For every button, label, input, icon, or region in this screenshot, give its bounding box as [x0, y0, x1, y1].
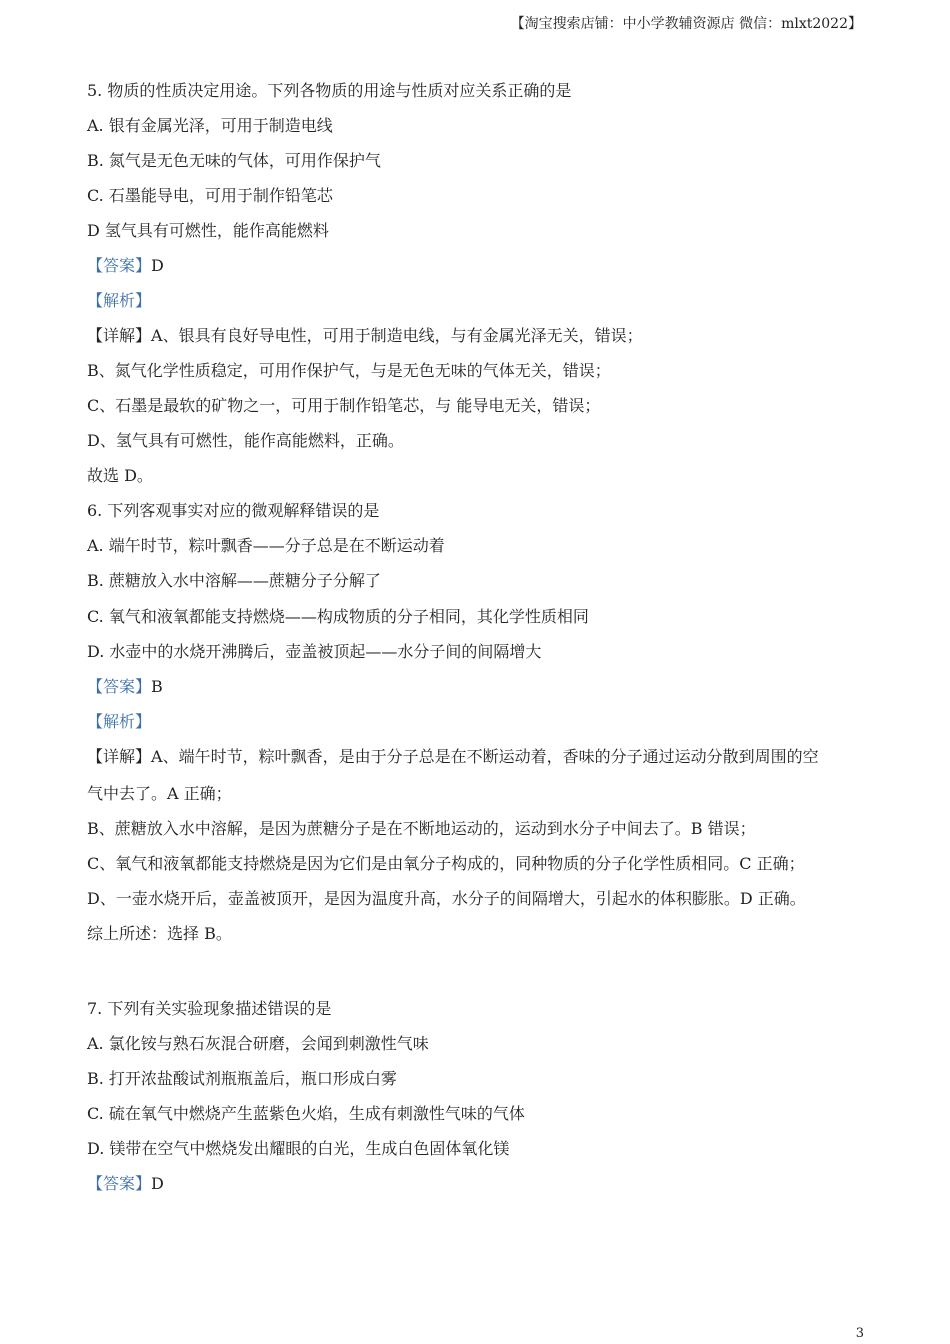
q6-conclusion: 综上所述：选择 B。: [87, 924, 232, 943]
q6-option-d: D. 水壶中的水烧开沸腾后，壶盖被顶起——水分子间的间隔增大: [87, 642, 542, 661]
q7-option-a: A. 氯化铵与熟石灰混合研磨，会闻到刺激性气味: [87, 1034, 429, 1053]
q5-option-a: A. 银有金属光泽，可用于制造电线: [87, 116, 333, 135]
q5-detail-c: C、石墨是最软的矿物之一，可用于制作铅笔芯，与 能导电无关，错误；: [87, 396, 601, 415]
q5-conclusion: 故选 D。: [87, 466, 153, 485]
q6-detail-c: C、氧气和液氧都能支持燃烧是因为它们是由氧分子构成的，同种物质的分子化学性质相同。C 正确；: [87, 854, 805, 873]
q7-option-d: D. 镁带在空气中燃烧发出耀眼的白光，生成白色固体氧化镁: [87, 1139, 510, 1158]
q6-option-c: C. 氧气和液氧都能支持燃烧——构成物质的分子相同，其化学性质相同: [87, 607, 589, 626]
q6-answer-value: B: [151, 677, 163, 696]
q6-answer: [87, 677, 163, 697]
q5-option-b: B. 氮气是无色无味的气体，可用作保护气: [87, 151, 381, 170]
q6-option-a: A. 端午时节，粽叶飘香——分子总是在不断运动着: [87, 536, 445, 555]
q6-detail-a-cont: 气中去了。A 正确；: [87, 784, 232, 803]
q7-answer-value: D: [151, 1174, 164, 1193]
q7-stem: 7. 下列有关实验现象描述错误的是: [87, 999, 332, 1018]
q6-stem: 6. 下列客观事实对应的微观解释错误的是: [87, 501, 380, 520]
q6-option-b: B. 蔗糖放入水中溶解——蔗糖分子分解了: [87, 571, 381, 590]
q5-detail-a: [87, 326, 643, 346]
q6-detail-b: B、蔗糖放入水中溶解，是因为蔗糖分子是在不断地运动的，运动到水分子中间去了。B 错误；: [87, 819, 756, 838]
q7-option-b: B. 打开浓盐酸试剂瓶瓶盖后，瓶口形成白雾: [87, 1069, 397, 1088]
q5-detail-b: B、氮气化学性质稳定，可用作保护气，与是无色无味的气体无关，错误；: [87, 361, 611, 380]
q6-detail-a-text: A、端午时节，粽叶飘香，是由于分子总是在不断运动着，香味的分子通过运动分散到周围的空: [151, 747, 819, 766]
detail-label: 【详解】: [87, 747, 152, 766]
q5-analysis-label: 【解析】: [87, 291, 152, 310]
q5-detail-d: D、氢气具有可燃性，能作高能燃料，正确。: [87, 431, 404, 450]
answer-label: 【答案】: [87, 1174, 152, 1193]
q5-option-d: D 氢气具有可燃性，能作高能燃料: [87, 221, 329, 240]
q6-detail-a: [87, 747, 819, 767]
q5-answer: [87, 256, 164, 276]
q5-answer-value: D: [151, 256, 164, 275]
q6-detail-d: D、一壶水烧开后，壶盖被顶开，是因为温度升高，水分子的间隔增大，引起水的体积膨胀。D 正确。: [87, 889, 806, 908]
q5-stem: 5. 物质的性质决定用途。下列各物质的用途与性质对应关系正确的是: [87, 81, 572, 100]
detail-label: 【详解】: [87, 326, 152, 345]
q7-option-c: C. 硫在氧气中燃烧产生蓝紫色火焰，生成有刺激性气味的气体: [87, 1104, 525, 1123]
q5-detail-a-text: A、银具有良好导电性，可用于制造电线，与有金属光泽无关，错误；: [151, 326, 643, 345]
page-number: 3: [855, 1326, 864, 1341]
page-header: 【淘宝搜索店铺：中小学教辅资源店 微信：mlxt2022】: [510, 16, 862, 32]
answer-label: 【答案】: [87, 677, 152, 696]
answer-label: 【答案】: [87, 256, 152, 275]
q5-option-c: C. 石墨能导电，可用于制作铅笔芯: [87, 186, 333, 205]
q6-analysis-label: 【解析】: [87, 712, 152, 731]
q7-answer: [87, 1174, 164, 1194]
